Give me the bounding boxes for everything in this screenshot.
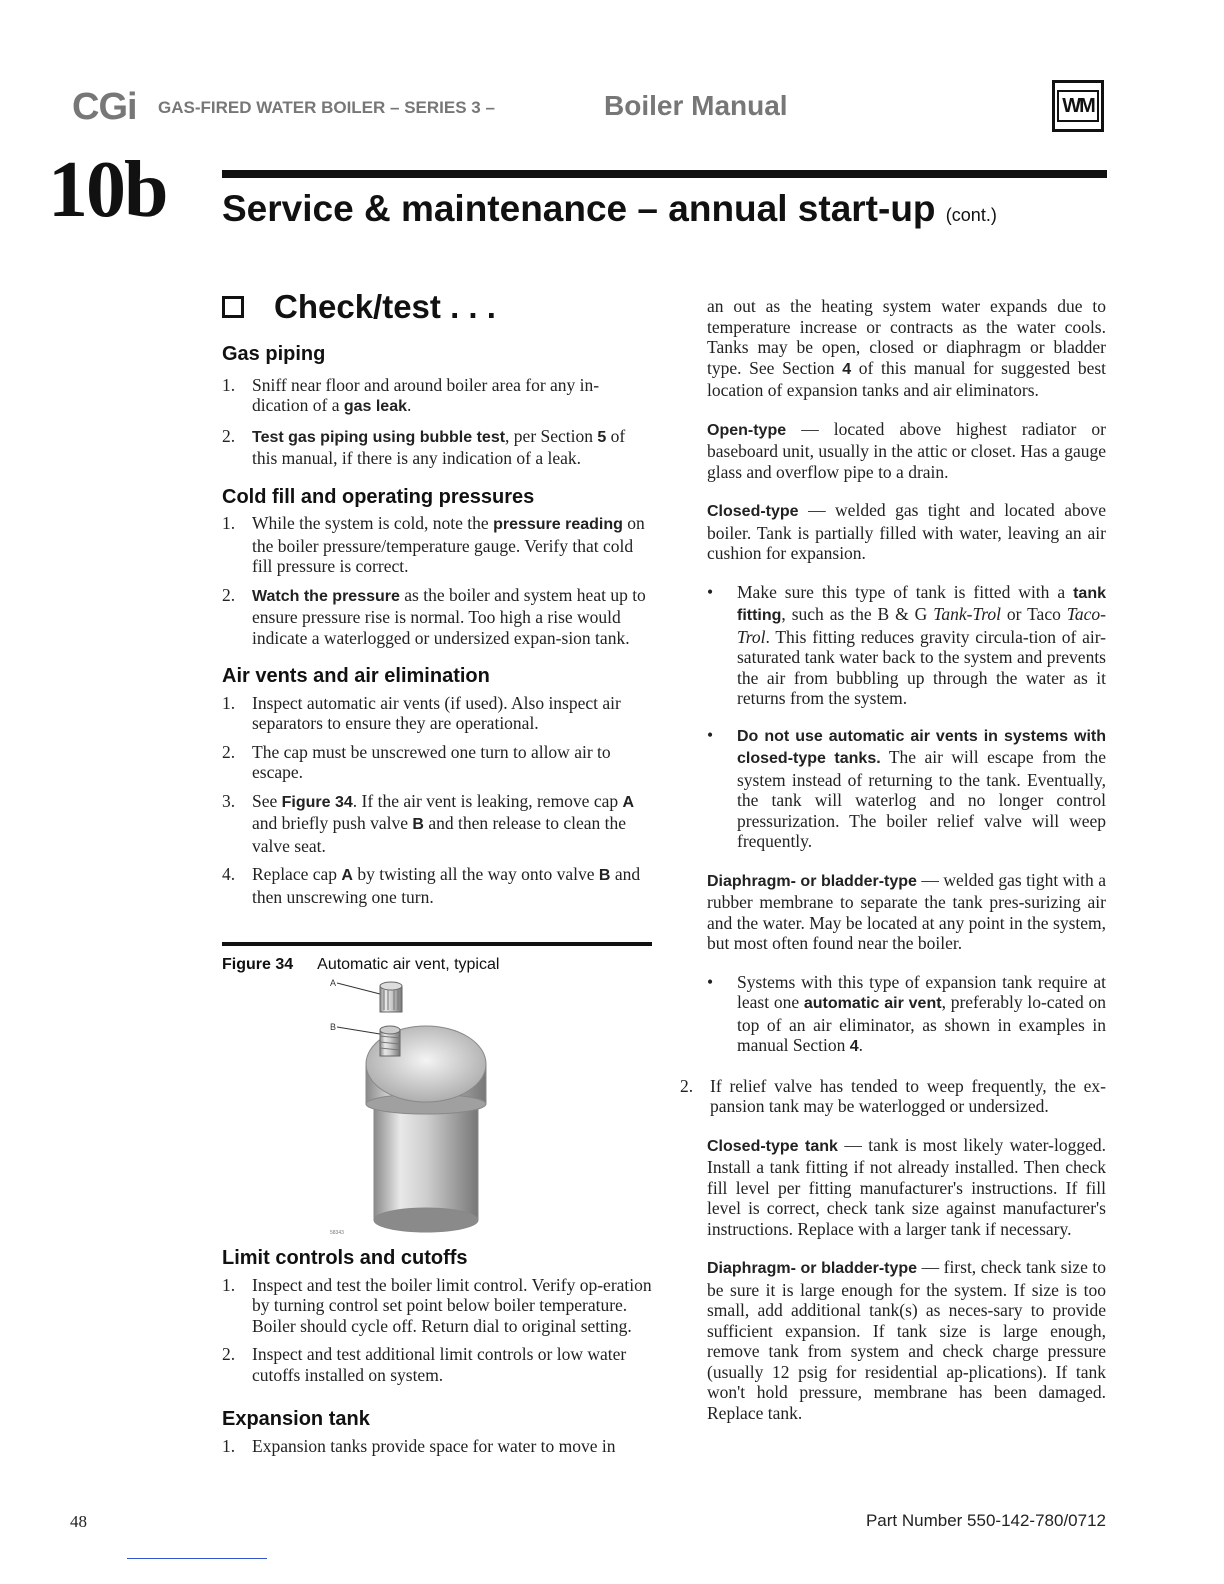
italic-text: Tank-Trol — [933, 604, 1001, 624]
paragraph — [680, 870, 1106, 954]
italic-text: Taco-Trol — [737, 604, 1106, 647]
logo-text: WM — [1057, 90, 1099, 122]
bullet-item — [707, 972, 1106, 1058]
bold-text: tank fitting — [737, 584, 1106, 624]
figure-34 — [222, 942, 652, 1242]
text: . This fitting reduces gravity circula-tion of air-saturated tank water back to the system and prevents the air from bubbling up through the water as it returns from the system. — [737, 626, 1106, 708]
item-bold: A — [622, 793, 635, 811]
item-text: and briefly push valve — [252, 813, 413, 833]
text: — located above highest radiator or baseboard unit, usually in the attic or closet. Has a gauge glass and overflow pipe to a drain. — [707, 418, 1106, 482]
item-bold: gas leak — [343, 398, 407, 415]
item-number: 1. — [222, 513, 236, 533]
text: . — [858, 1035, 864, 1055]
text: — tank is most likely water-logged. Install a tank fitting if not already installed. Then check fill level per fitting manufacturer's instructions. If fill level is correct, check tank size against manufacturer's instructions. Replace with a larger tank if necessary. — [707, 1134, 1106, 1239]
item-bold: Figure 34 — [281, 793, 353, 811]
text: — welded gas tight and located above boiler. Tank is partially filled with water, leaving an air cushion for expansion. — [707, 500, 1106, 563]
item-bold: Watch the pressure — [252, 587, 400, 605]
header-subtitle: GAS-FIRED WATER BOILER – SERIES 3 – — [158, 98, 495, 117]
footer-link-line — [127, 1558, 267, 1559]
left-column — [222, 287, 652, 915]
item-number: 2. — [222, 1344, 236, 1364]
item-bold: A — [341, 867, 353, 884]
list-item — [222, 375, 652, 418]
section-rule — [222, 170, 1107, 178]
part-number: Part Number 550-142-780/0712 — [865, 1511, 1106, 1530]
list-item — [222, 693, 652, 734]
paragraph — [680, 419, 1106, 483]
item-number: 2. — [222, 584, 236, 605]
list-item — [222, 1436, 652, 1457]
item-number: 4. — [222, 864, 236, 884]
text: — first, check tank size to be sure it is large enough for the system. If size is too small, add additional tank(s) as neces-sary to provide sufficient expansion. If tank size is large enough, remove tank from system and check charge pressure (usually 12 psig for residential ap-plications). If tank won't hold pressure, membrane has been damaged. Replace tank. — [707, 1257, 1106, 1423]
item-number: 2. — [680, 1075, 694, 1096]
paragraph — [680, 1257, 1106, 1423]
item-number: 1. — [222, 1435, 236, 1456]
section-title — [222, 188, 997, 230]
item-number: 3. — [222, 790, 236, 811]
bold-text: automatic air vent — [803, 995, 942, 1012]
brand-name: CGi — [72, 86, 137, 128]
section-number: 10b — [48, 146, 167, 234]
vent-body — [366, 1026, 486, 1232]
list-item — [222, 1275, 652, 1337]
callout-b: B — [330, 1022, 337, 1032]
section-cont: (cont.) — [945, 205, 997, 225]
bullet-list — [680, 582, 1106, 852]
item-text: of this manual, if there is any indication of a leak. — [252, 425, 626, 468]
text: Systems with this type of expansion tank require at least one — [737, 971, 1106, 1012]
list-item — [222, 1344, 652, 1385]
item-text: as the boiler and system heat up to ensure pressure rise is normal. Too high a rise would indicate a waterlogged or undersized expan-sion tank. — [252, 584, 646, 648]
item-bold: 5 — [597, 428, 607, 446]
section-title-text: Service & maintenance – annual start-up — [222, 188, 936, 229]
text: Make sure this type of tank is fitted with a — [737, 581, 1074, 602]
bold-text: 4 — [842, 360, 852, 378]
bold-text: Diaphragm- or bladder-type — [707, 1260, 918, 1277]
item-number: 2. — [222, 741, 236, 762]
check-heading-text: Check/test . . . — [274, 287, 496, 325]
list-item — [222, 426, 652, 469]
item-text: Inspect and test additional limit controls or low water cutoffs installed on system. — [252, 1344, 627, 1385]
callout-a-line — [337, 983, 380, 994]
item-text: . — [407, 395, 412, 415]
paragraph — [680, 1135, 1106, 1240]
bold-text: Closed-type — [707, 503, 799, 520]
text: , such as the B & G — [781, 604, 934, 624]
expansion-tank-list — [222, 1436, 652, 1457]
text: , preferably lo-cated on top of an air eliminator, as shown in examples in manual Section — [737, 992, 1106, 1055]
bullet-list — [680, 972, 1106, 1058]
figure-caption-text: Automatic air vent, typical — [317, 956, 500, 973]
bullet-icon: • — [707, 724, 714, 745]
document-header — [72, 86, 1112, 136]
item-text: and then release to clean the valve seat. — [252, 813, 627, 856]
valve-b — [380, 1026, 400, 1056]
item-bold: Test gas piping using bubble test — [252, 428, 506, 446]
text: The air will escape from the system instead of returning to the tank. Eventually, the tank will waterlog and no longer control pressurization. The boiler relief valve will weep frequently. — [737, 747, 1106, 851]
limit-controls-list — [222, 1275, 652, 1386]
item-text: on the boiler pressure/temperature gauge. Verify that cold fill pressure is correct. — [252, 513, 645, 576]
bullet-item — [707, 725, 1106, 852]
bold-text: Diaphragm- or bladder-type — [707, 872, 917, 890]
text: — welded gas tight with a rubber membrane to separate the tank pres-surizing air and the water. May be located at any point in the system, but most often found near the boiler. — [707, 869, 1107, 953]
list-item — [680, 1076, 1106, 1117]
item-text: While the system is cold, note the — [252, 513, 494, 533]
list-item — [222, 585, 652, 649]
list-item — [222, 864, 652, 907]
item-bold: B — [598, 867, 611, 884]
item-text: The cap must be unscrewed one turn to allow air to escape. — [252, 741, 611, 782]
air-vents-heading: Air vents and air elimination — [222, 665, 490, 687]
item-text: Inspect and test the boiler limit control. Verify op-eration by turning control set point below boiler temperature. Boiler should cycle off. Return dial to original setting. — [252, 1274, 652, 1336]
callout-b-line — [337, 1027, 380, 1034]
item-text: Sniff near floor and around boiler area for any in-dication of a — [252, 374, 600, 415]
figure-code: 58343 — [330, 1230, 344, 1236]
cap-a — [380, 982, 402, 1012]
page-number: 48 — [70, 1512, 87, 1531]
text: an out as the heating system water expands due to temperature increase or contracts as the water cools. Tanks may be open, closed or diaphragm or bladder type. See Section — [707, 296, 1106, 378]
right-column — [680, 296, 1106, 1441]
air-vents-list — [222, 693, 652, 908]
item-text: Inspect automatic air vents (if used). Also inspect air separators to ensure they are operational. — [252, 692, 621, 733]
item-number: 1. — [222, 1274, 236, 1295]
item-number: 1. — [222, 692, 236, 713]
bullet-item — [707, 582, 1106, 709]
bullet-icon: • — [707, 581, 714, 602]
paragraph — [680, 296, 1106, 401]
figure-label: Figure 34 — [222, 956, 294, 973]
bold-text: Do not use automatic air vents in systems with closed-type tanks. — [737, 727, 1106, 767]
gas-piping-list — [222, 375, 652, 469]
left-column-lower — [222, 1248, 652, 1464]
text: or Taco — [1000, 604, 1067, 624]
callout-a: A — [330, 978, 337, 988]
bullet-icon: • — [707, 971, 714, 992]
list-item — [222, 742, 652, 783]
item-number: 2. — [222, 425, 236, 446]
item-bold: pressure reading — [493, 516, 623, 533]
expansion-tank-heading: Expansion tank — [222, 1408, 370, 1430]
item-bold: B — [412, 816, 424, 833]
air-vent-illustration — [222, 972, 652, 1262]
header-manual-title: Boiler Manual — [604, 90, 788, 121]
item-text: by twisting all the way onto valve — [352, 864, 599, 884]
weil-mclain-logo — [1052, 80, 1104, 132]
check-heading — [222, 287, 652, 325]
text: of this manual for suggested best location of expansion tanks and air eliminators. — [707, 357, 1107, 400]
bold-text: 4 — [849, 1038, 859, 1055]
item-number: 1. — [222, 374, 236, 395]
bold-text: Closed-type tank — [707, 1137, 838, 1155]
item-text: , per Section — [505, 425, 598, 446]
item-text: If relief valve has tended to weep frequently, the ex-pansion tank may be waterlogged or undersized. — [710, 1075, 1106, 1116]
list-item — [222, 513, 652, 577]
item-text: Expansion tanks provide space for water to move in — [252, 1435, 616, 1456]
cold-fill-list — [222, 513, 652, 648]
list-item — [222, 791, 652, 857]
item-text: See — [252, 790, 282, 811]
checkbox-icon — [222, 296, 244, 318]
bold-text: Open-type — [707, 421, 787, 439]
item-text: Replace cap — [252, 864, 342, 884]
gas-piping-heading: Gas piping — [222, 343, 326, 365]
item-text: and then unscrewing one turn. — [252, 864, 641, 907]
paragraph — [680, 500, 1106, 564]
figure-rule — [222, 942, 652, 946]
right-numbered-list — [680, 1076, 1106, 1117]
cold-fill-heading: Cold fill and operating pressures — [222, 485, 535, 508]
limit-controls-heading: Limit controls and cutoffs — [222, 1247, 468, 1269]
item-text: . If the air vent is leaking, remove cap — [352, 790, 623, 811]
